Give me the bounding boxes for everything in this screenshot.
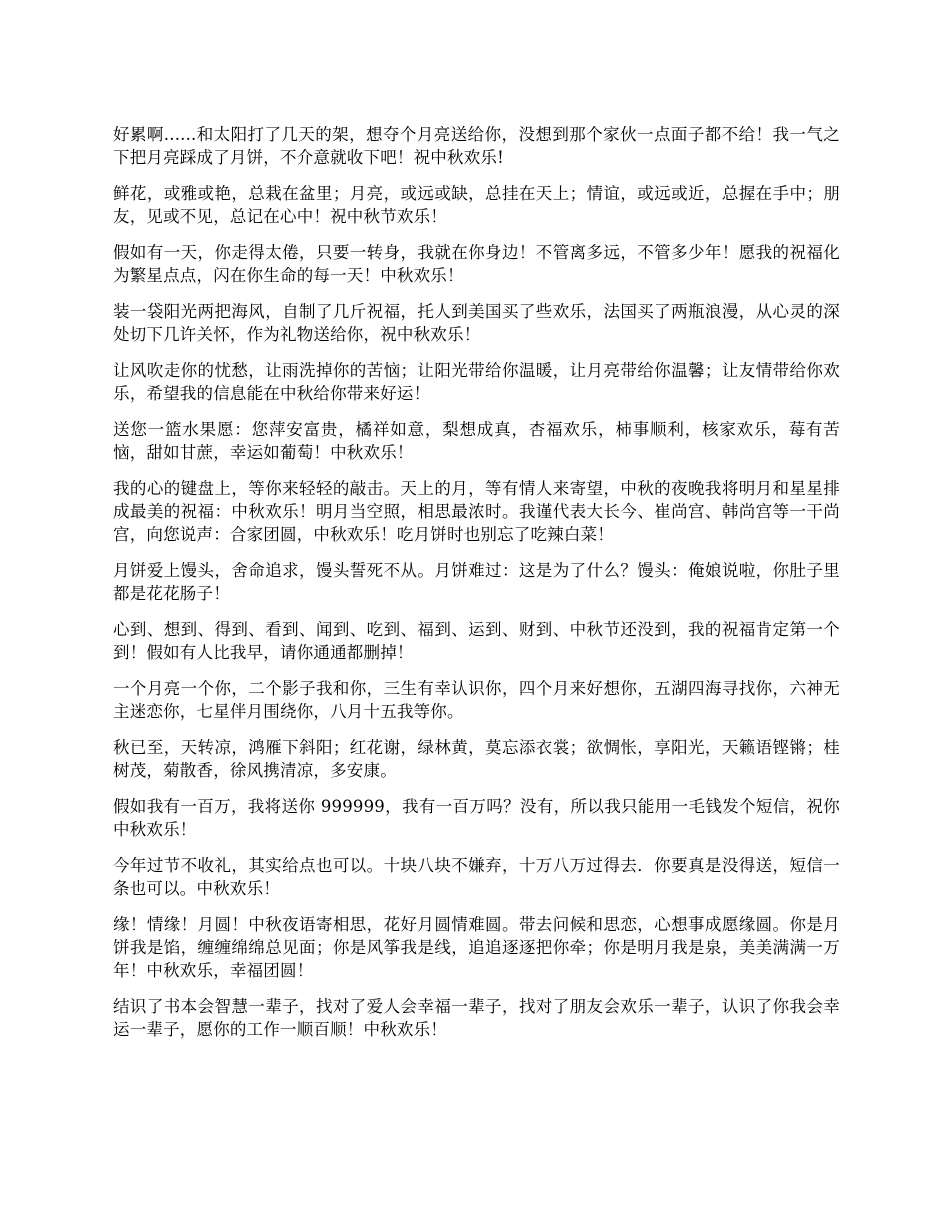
paragraph: 一个月亮一个你，二个影子我和你，三生有幸认识你，四个月来好想你，五湖四海寻找你，六神无主迷恋你，七星伴月围绕你，八月十五我等你。 xyxy=(113,679,840,721)
paragraph: 鲜花，或雅或艳，总栽在盆里；月亮，或远或缺，总挂在天上；情谊，或远或近，总握在手中；朋友，见或不见，总记在心中！祝中秋节欢乐！ xyxy=(113,184,840,226)
paragraph: 结识了书本会智慧一辈子，找对了爱人会幸福一辈子，找对了朋友会欢乐一辈子，认识了你我会幸运一辈子，愿你的工作一顺百顺！中秋欢乐！ xyxy=(113,997,840,1039)
paragraph: 让风吹走你的忧愁，让雨洗掉你的苦恼；让阳光带给你温暖，让月亮带给你温馨；让友情带给你欢乐，希望我的信息能在中秋给你带来好运！ xyxy=(113,361,840,403)
paragraph: 假如我有一百万，我将送你 999999，我有一百万吗？没有，所以我只能用一毛钱发个短信，祝你中秋欢乐！ xyxy=(113,797,840,839)
paragraph: 秋已至，天转凉，鸿雁下斜阳；红花谢，绿林黄，莫忘添衣裳；欲惆怅，享阳光，天籁语铿锵；桂树茂，菊散香，徐风携清凉，多安康。 xyxy=(113,738,840,780)
paragraph: 装一袋阳光两把海风，自制了几斤祝福，托人到美国买了些欢乐，法国买了两瓶浪漫，从心灵的深处切下几许关怀，作为礼物送给你，祝中秋欢乐！ xyxy=(113,302,840,344)
paragraph: 月饼爱上馒头，舍命追求，馒头誓死不从。月饼难过：这是为了什么？馒头：俺娘说啦，你肚子里都是花花肠子！ xyxy=(113,561,840,603)
paragraph: 好累啊......和太阳打了几天的架，想夺个月亮送给你，没想到那个家伙一点面子都不给！我一气之下把月亮踩成了月饼，不介意就收下吧！祝中秋欢乐! xyxy=(113,125,840,167)
paragraph: 今年过节不收礼，其实给点也可以。十块八块不嫌弃，十万八万过得去．你要真是没得送，短信一条也可以。中秋欢乐！ xyxy=(113,856,840,898)
paragraph: 心到、想到、得到、看到、闻到、吃到、福到、运到、财到、中秋节还没到，我的祝福肯定第一个到！假如有人比我早，请你通通都删掉！ xyxy=(113,620,840,662)
document-body xyxy=(113,123,840,1054)
paragraph: 送您一篮水果愿：您萍安富贵，橘祥如意，梨想成真，杏福欢乐，柿事顺利，核家欢乐，莓有苦恼，甜如甘蔗，幸运如葡萄！中秋欢乐！ xyxy=(113,420,840,462)
paragraph: 假如有一天，你走得太倦，只要一转身，我就在你身边！不管离多远，不管多少年！愿我的祝福化为繁星点点，闪在你生命的每一天！中秋欢乐！ xyxy=(113,243,840,285)
paragraph: 缘！情缘！月圆！中秋夜语寄相思，花好月圆情难圆。带去问候和思恋，心想事成愿缘圆。你是月饼我是馅，缠缠绵绵总见面；你是风筝我是线，追追逐逐把你牵；你是明月我是泉，美美满满一万年！中秋欢乐，幸福团圆！ xyxy=(113,915,840,980)
paragraph: 我的心的键盘上，等你来轻轻的敲击。天上的月，等有情人来寄望，中秋的夜晚我将明月和星星排成最美的祝福：中秋欢乐！明月当空照，相思最浓时。我谨代表大长今、崔尚宫、韩尚宫等一干尚宫，向您说声：合家团圆，中秋欢乐！吃月饼时也别忘了吃辣白菜！ xyxy=(113,479,840,544)
